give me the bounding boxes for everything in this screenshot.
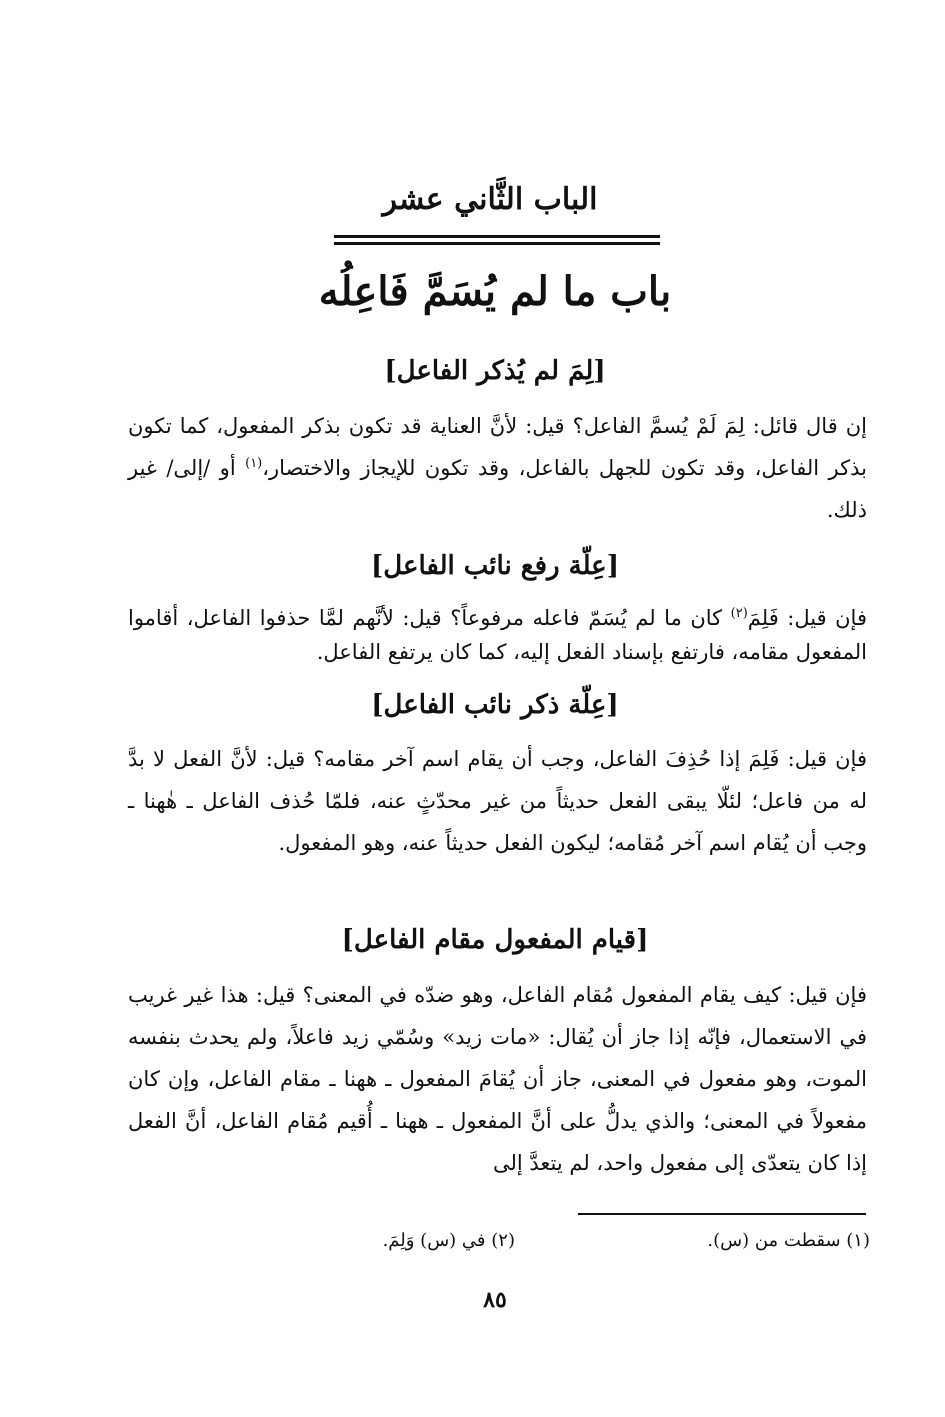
main-title: باب ما لم يُسَمَّ فَاعِلُه [318, 268, 672, 315]
footnote-separator [578, 1213, 866, 1215]
page-number: ٨٥ [483, 1287, 507, 1313]
paragraph-text: كان ما لم يُسَمّ فاعله مرفوعاً؟ قيل: لأنَّهم لمَّا حذفوا الفاعل، أقاموا المفعول مقامه، فارتفع بإسناد الفعل إليه، كما كان يرتفع الفاعل. [128, 606, 867, 664]
footnote-marker: (٢) [491, 1230, 515, 1251]
section-heading-2: [عِلّة رفع نائب الفاعل] [371, 551, 619, 581]
paragraph-text: فإن قيل: فَلِمَ [747, 606, 867, 630]
footnote-marker: (١) [846, 1230, 870, 1251]
section-heading-1: [لِمَ لم يُذكر الفاعل] [384, 356, 606, 386]
section-heading-4: [قيام المفعول مقام الفاعل] [341, 925, 649, 955]
section-paragraph-4: فإن قيل: كيف يقام المفعول مُقام الفاعل، وهو ضدّه في المعنى؟ قيل: هذا غير غريب في الاستعمال، فإنّه إذا جاز أن يُقال: «مات زيد» وسُمّي زيد فاعلاً، ولم يحدث بنفسه الموت، وهو مفعول في المعنى، جاز أن يُقامَ المفعول ـ ههنا ـ مقام الفاعل، وإن كان مفعولاً في المعنى؛ والذي يدلُّ على أنَّ المفعول ـ ههنا ـ أُقيم مُقام الفاعل، أنَّ الفعل إذا كان يتعدّى إلى مفعول واحد، لم يتعدَّ إلى [128, 983, 867, 1175]
footnote-ref-1: (١) [245, 456, 263, 471]
section-paragraph-2 [128, 601, 867, 669]
footnote-text: في (س) وَلِمَ. [382, 1230, 486, 1251]
footnote-text: سقطت من (س). [707, 1230, 841, 1251]
title-rule-bottom [334, 242, 660, 245]
section-paragraph-1 [128, 405, 867, 531]
footnote-ref-2: (٢) [730, 606, 748, 621]
title-rule-top [334, 235, 660, 238]
footnote-2 [383, 1230, 515, 1251]
footnote-1 [707, 1230, 870, 1251]
paragraph-text: إن قال قائل: لِمَ لَمْ يُسمَّ الفاعل؟ قيل: لأنَّ العناية قد تكون بذكر المفعول، كما تكون بذكر الفاعل، وقد تكون للجهل بالفاعل، وقد تكون للإيجاز والاختصار، [128, 414, 868, 480]
section-paragraph-3: فإن قيل: فَلِمَ إذا حُذِفَ الفاعل، وجب أن يقام اسم آخر مقامه؟ قيل: لأنَّ الفعل لا بدَّ له من فاعل؛ لئلّا يبقى الفعل حديثاً من غير محدّثٍ عنه، فلمّا حُذف الفاعل ـ هٰهنا ـ وجب أن يُقام اسم آخر مُقامه؛ ليكون الفعل حديثاً عنه، وهو المفعول. [128, 747, 867, 855]
chapter-title: الباب الثَّاني عشر [382, 182, 598, 217]
section-heading-3: [عِلّة ذكر نائب الفاعل] [371, 690, 619, 720]
paragraph-text: أو /إلى/ غير ذلك. [128, 456, 867, 522]
